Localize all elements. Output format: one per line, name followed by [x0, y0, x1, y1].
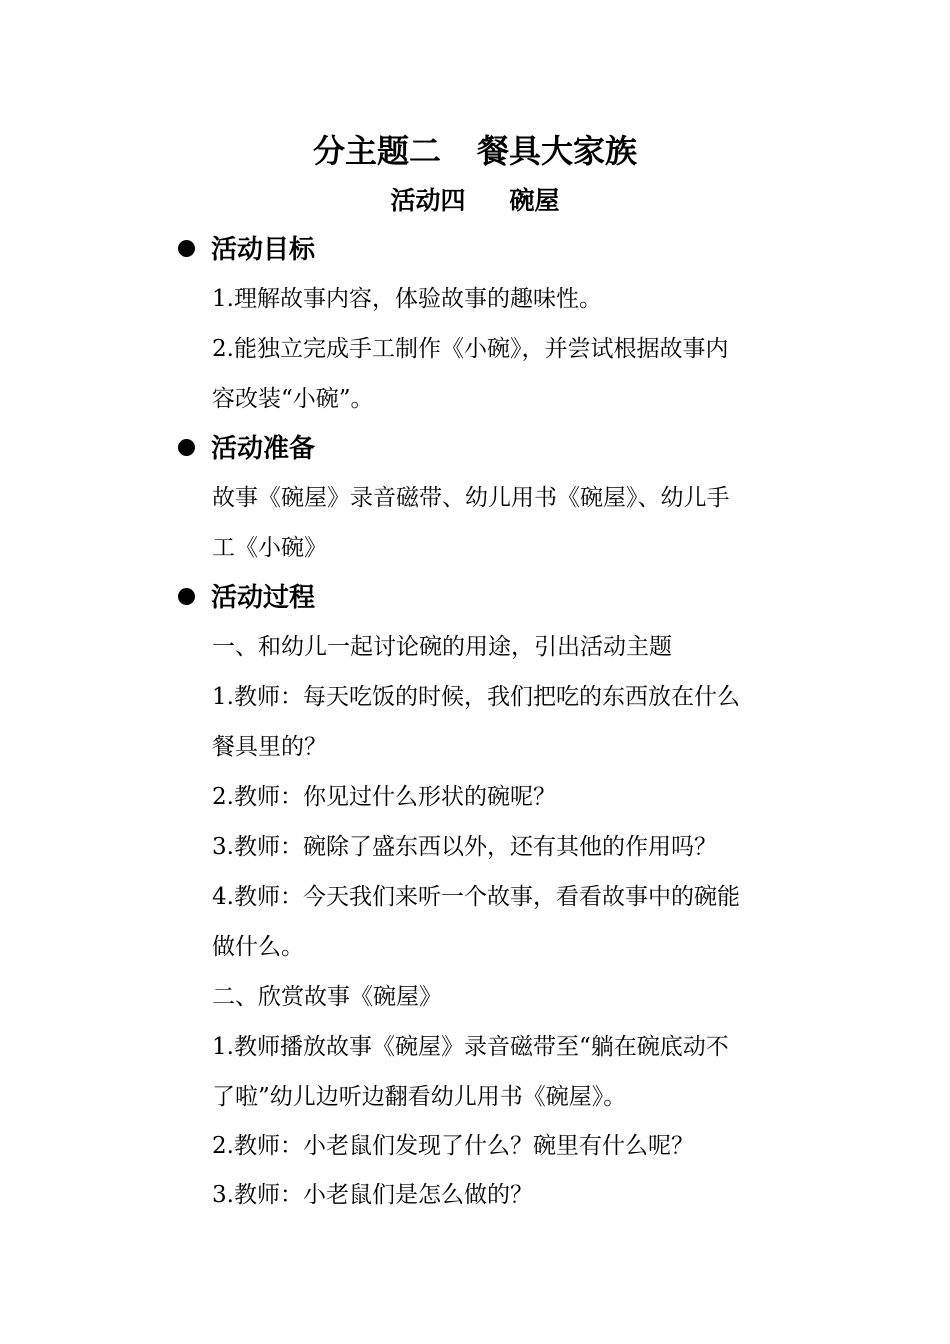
section-heading-goals: [178, 230, 315, 270]
paragraph-line: 做什么。: [212, 934, 304, 960]
title-theme: 分主题二: [312, 132, 441, 170]
paragraph-line: 餐具里的？: [212, 734, 327, 760]
paragraph-line: 了啦”幼儿边听边翻看幼儿用书《碗屋》。: [212, 1084, 627, 1110]
paragraph-line: 2.教师：你见过什么形状的碗呢？: [212, 784, 556, 810]
bullet-icon: [178, 240, 195, 257]
page-title: [0, 128, 950, 174]
section-heading-text: 活动准备: [211, 434, 316, 464]
section-heading-text: 活动过程: [211, 583, 316, 613]
section-heading-process: [178, 578, 315, 618]
paragraph-line: 1.教师：每天吃饭的时候，我们把吃的东西放在什么: [212, 684, 740, 710]
page-subtitle: [0, 182, 950, 220]
section-heading-text: 活动目标: [211, 235, 316, 265]
bullet-icon: [178, 439, 195, 456]
paragraph-line: 2.教师：小老鼠们发现了什么？碗里有什么呢？: [212, 1133, 694, 1159]
paragraph-line: 3.教师：碗除了盛东西以外，还有其他的作用吗？: [212, 834, 717, 860]
bullet-icon: [178, 588, 195, 605]
paragraph-line: 4.教师：今天我们来听一个故事，看看故事中的碗能: [212, 884, 740, 910]
paragraph-line: 3.教师：小老鼠们是怎么做的？: [212, 1182, 533, 1208]
paragraph-line: 二、欣赏故事《碗屋》: [212, 984, 442, 1010]
paragraph-line: 一、和幼儿一起讨论碗的用途，引出活动主题: [212, 634, 672, 660]
paragraph-line: 工《小碗》: [212, 535, 327, 561]
paragraph-line: 2.能独立完成手工制作《小碗》，并尝试根据故事内: [212, 336, 729, 362]
title-topic: 餐具大家族: [477, 132, 638, 170]
paragraph-line: 1.教师播放故事《碗屋》录音磁带至“躺在碗底动不: [212, 1034, 729, 1060]
section-heading-prep: [178, 429, 315, 469]
paragraph-line: 1.理解故事内容，体验故事的趣味性。: [212, 286, 602, 312]
paragraph-line: 故事《碗屋》录音磁带、幼儿用书《碗屋》、幼儿手: [212, 485, 730, 511]
subtitle-name: 碗屋: [509, 186, 560, 215]
paragraph-line: 容改装“小碗”。: [212, 386, 374, 412]
subtitle-activity: 活动四: [390, 186, 466, 215]
